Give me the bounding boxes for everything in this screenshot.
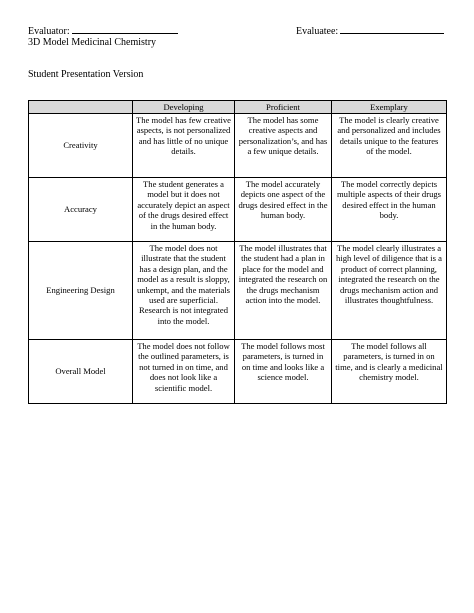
course-title: 3D Model Medicinal Chemistry [28,37,157,48]
header-proficient: Proficient [235,101,332,114]
evaluator-line [28,24,178,38]
criterion-engineering-design: Engineering Design [29,242,133,340]
cell-developing: The student generates a model but it does not accurately depict an aspect of the drugs desired effect in the human body. [133,178,235,242]
table-row [29,242,447,340]
evaluatee-line [296,24,444,38]
table-row [29,114,447,178]
cell-exemplary: The model is clearly creative and personalized and includes details unique to the features of the model. [332,114,447,178]
table-row [29,340,447,404]
cell-proficient: The model illustrates that the student had a plan in place for the model and integrated the research on the drugs mechanism action into the model. [235,242,332,340]
evaluatee-blank [340,24,444,34]
cell-proficient: The model accurately depicts one aspect of the drugs desired effect in the human body. [235,178,332,242]
cell-proficient: The model has some creative aspects and personalization’s, and has a few unique details. [235,114,332,178]
evaluator-label: Evaluator: [28,26,70,37]
rubric-header-row [29,101,447,114]
header-corner-cell [29,101,133,114]
cell-exemplary: The model clearly illustrates a high level of diligence that is a product of correct planning, integrated the research on the drugs mechanism action and illustrates thoughtfulness. [332,242,447,340]
header-developing: Developing [133,101,235,114]
table-row [29,178,447,242]
criterion-creativity: Creativity [29,114,133,178]
header-exemplary: Exemplary [332,101,447,114]
cell-exemplary: The model correctly depicts multiple aspects of their drugs desired effect in the human body. [332,178,447,242]
rubric-table [28,100,447,404]
cell-developing: The model does not follow the outlined parameters, is not turned in on time, and does not look like a scientific model. [133,340,235,404]
evaluatee-label: Evaluatee: [296,26,339,37]
cell-exemplary: The model follows all parameters, is turned in on time, and is clearly a medicinal chemistry model. [332,340,447,404]
criterion-overall-model: Overall Model [29,340,133,404]
criterion-accuracy: Accuracy [29,178,133,242]
cell-developing: The model does not illustrate that the student has a design plan, and the model as a result is sloppy, unkempt, and the materials used are superficial. Research is not integrated into the model. [133,242,235,340]
version-title: Student Presentation Version [28,69,144,80]
cell-proficient: The model follows most parameters, is turned in on time and looks like a science model. [235,340,332,404]
cell-developing: The model has few creative aspects, is not personalized and has little of no unique details. [133,114,235,178]
evaluator-blank [72,24,178,34]
